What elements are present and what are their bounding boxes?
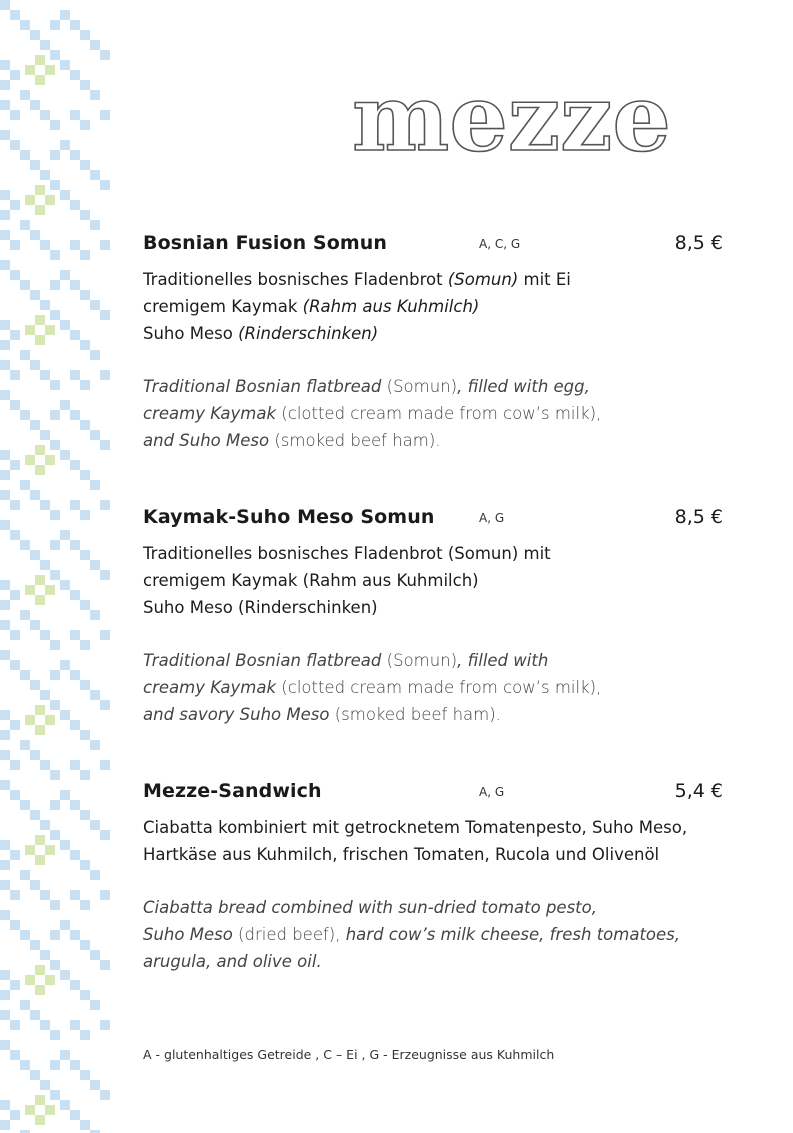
- text: (Somun): [381, 651, 458, 670]
- description-line: [143, 293, 733, 320]
- italic-text: creamy Kaymak: [143, 404, 277, 423]
- item-allergens: A, G: [479, 511, 505, 525]
- text: (clotted cream made from cow’s milk),: [276, 678, 602, 697]
- italic-text: Traditional Bosnian flatbread: [143, 377, 382, 396]
- description-line: [143, 894, 733, 921]
- italic-text: creamy Kaymak: [143, 678, 277, 697]
- italic-text: Traditional Bosnian flatbread: [143, 651, 382, 670]
- description-line: [143, 921, 733, 948]
- text: cremigem Kaymak: [143, 297, 303, 316]
- description-line: [143, 814, 733, 841]
- description-line: [143, 400, 733, 427]
- menu-item-mezze-sandwich: [143, 780, 733, 975]
- italic-text: Suho Meso: [143, 925, 233, 944]
- item-allergens: A, G: [479, 785, 505, 799]
- italic-text: hard cow’s milk cheese, fresh tomatoes,: [345, 925, 680, 944]
- description-line: [143, 701, 733, 728]
- item-description-de: [143, 814, 733, 868]
- description-line: [143, 540, 733, 567]
- text: mit Ei: [518, 270, 571, 289]
- item-name: Bosnian Fusion Somun: [143, 232, 388, 254]
- description-line: [143, 674, 733, 701]
- text: (Somun): [381, 377, 458, 396]
- description-line: [143, 373, 733, 400]
- menu-item-bosnian-fusion-somun: [143, 232, 733, 454]
- text: (smoked beef ham).: [269, 431, 441, 450]
- italic-text: , filled with egg,: [457, 377, 590, 396]
- description-line: [143, 594, 733, 621]
- item-price: 8,5 €: [674, 506, 723, 528]
- text: Ciabatta kombiniert mit getrocknetem Tomatenpesto, Suho Meso,: [143, 818, 688, 837]
- text: (dried beef),: [232, 925, 346, 944]
- description-line: [143, 427, 733, 454]
- page-title: [348, 72, 738, 172]
- description-line: [143, 567, 733, 594]
- item-description-en: [143, 894, 733, 975]
- italic-text: arugula, and olive oil.: [143, 952, 322, 971]
- italic-text: and savory Suho Meso: [143, 705, 330, 724]
- text: Suho Meso (Rinderschinken): [143, 598, 378, 617]
- item-price: 8,5 €: [674, 232, 723, 254]
- italic-text: (Rahm aus Kuhmilch): [302, 297, 480, 316]
- item-description-de: [143, 540, 733, 621]
- item-name: Mezze-Sandwich: [143, 780, 322, 802]
- decorative-border-pattern: [0, 0, 120, 1133]
- text: Traditionelles bosnisches Fladenbrot: [143, 270, 448, 289]
- italic-text: and Suho Meso: [143, 431, 270, 450]
- description-line: [143, 320, 733, 347]
- allergen-legend: A - glutenhaltiges Getreide , C – Ei , G - Erzeugnisse aus Kuhmilch: [143, 1047, 555, 1062]
- italic-text: (Rinderschinken): [238, 324, 379, 343]
- item-price: 5,4 €: [674, 780, 723, 802]
- description-line: [143, 266, 733, 293]
- text: Hartkäse aus Kuhmilch, frischen Tomaten, Rucola und Olivenöl: [143, 845, 660, 864]
- description-line: [143, 948, 733, 975]
- text: (smoked beef ham).: [329, 705, 501, 724]
- svg-text:mezze: mezze: [352, 72, 671, 172]
- item-description-en: [143, 373, 733, 454]
- italic-text: Ciabatta bread combined with sun-dried tomato pesto,: [143, 898, 597, 917]
- description-line: [143, 841, 733, 868]
- italic-text: (Somun): [447, 270, 519, 289]
- description-line: [143, 647, 733, 674]
- menu-item-kaymak-suho-meso-somun: [143, 506, 733, 728]
- item-name: Kaymak-Suho Meso Somun: [143, 506, 435, 528]
- italic-text: , filled with: [457, 651, 549, 670]
- text: Traditionelles bosnisches Fladenbrot (Somun) mit: [143, 544, 551, 563]
- item-description-en: [143, 647, 733, 728]
- item-allergens: A, C, G: [479, 237, 521, 251]
- text: cremigem Kaymak (Rahm aus Kuhmilch): [143, 571, 479, 590]
- item-description-de: [143, 266, 733, 347]
- text: (clotted cream made from cow’s milk),: [276, 404, 602, 423]
- text: Suho Meso: [143, 324, 239, 343]
